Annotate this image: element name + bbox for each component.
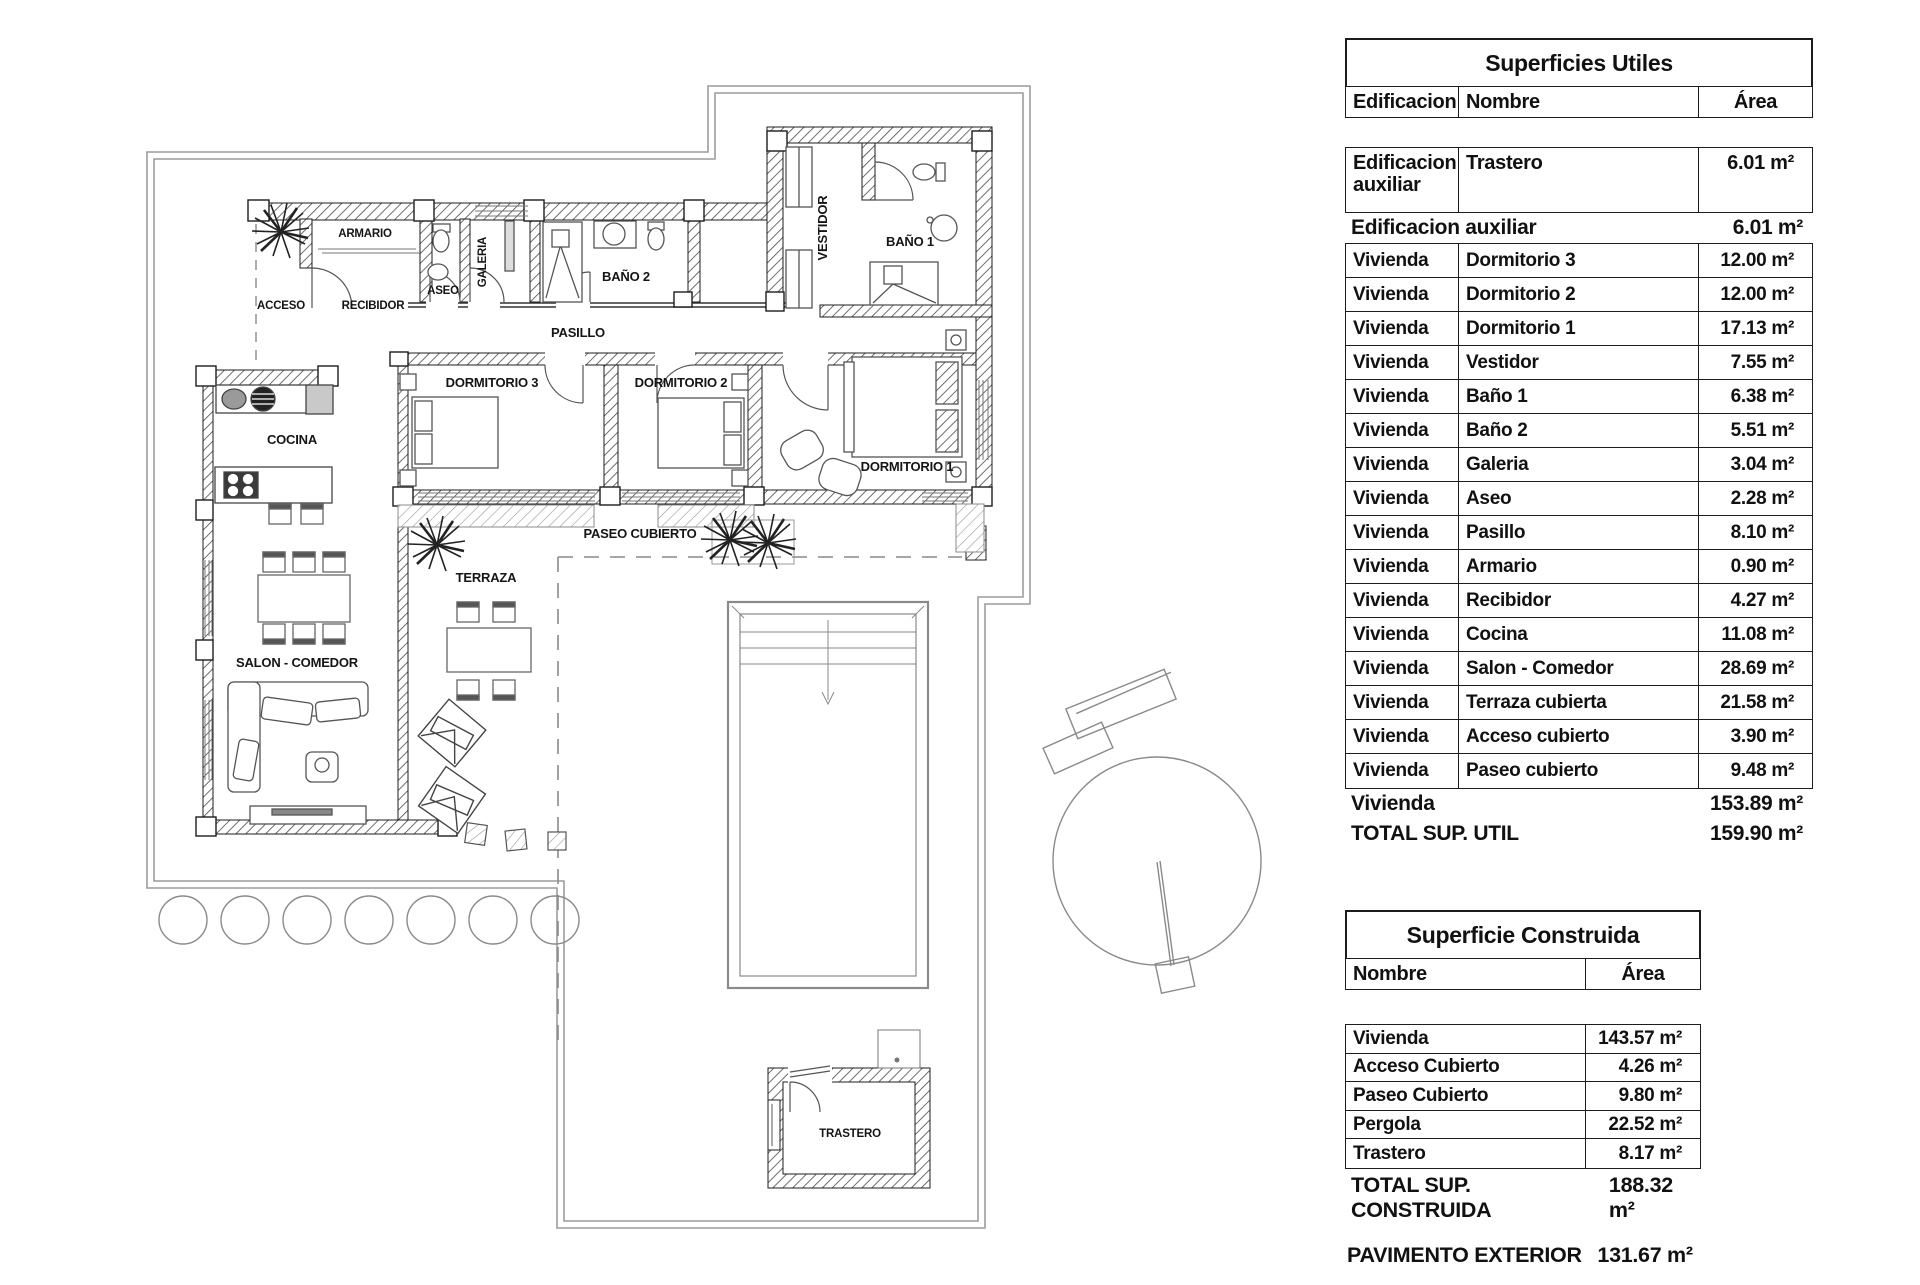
trastero-building bbox=[768, 1030, 930, 1188]
table-row bbox=[1346, 1082, 1700, 1111]
table-row bbox=[1346, 346, 1812, 380]
cell-nombre: Dormitorio 1 bbox=[1459, 312, 1699, 345]
col-area: Área bbox=[1733, 90, 1778, 113]
cell-area: 5.51 m² bbox=[1730, 419, 1794, 441]
label-vestidor: VESTIDOR bbox=[815, 195, 830, 261]
cell-area: 4.27 m² bbox=[1730, 589, 1794, 611]
cell-nombre: Trastero bbox=[1346, 1139, 1586, 1168]
cell-nombre: Salon - Comedor bbox=[1459, 652, 1699, 685]
cell-area: 3.90 m² bbox=[1730, 725, 1794, 747]
terraza-chair bbox=[493, 602, 515, 622]
paseo-planter bbox=[701, 511, 796, 569]
table-row bbox=[1346, 516, 1812, 550]
cell-edificacion: Vivienda bbox=[1346, 584, 1459, 617]
cell-area: 12.00 m² bbox=[1720, 283, 1794, 305]
cell-edificacion: Vivienda bbox=[1346, 550, 1459, 583]
vivienda-summary-value: 153.89 m² bbox=[1709, 792, 1803, 815]
cell-edificacion: Vivienda bbox=[1346, 346, 1459, 379]
vivienda-summary bbox=[1345, 789, 1813, 819]
table-utiles-title: Superficies Utiles bbox=[1345, 38, 1813, 87]
cell-edificacion: Vivienda bbox=[1346, 414, 1459, 447]
cell-nombre: Galeria bbox=[1459, 448, 1699, 481]
vivienda-summary-label: Vivienda bbox=[1351, 792, 1435, 815]
label-cocina: COCINA bbox=[266, 432, 318, 447]
table-row bbox=[1346, 278, 1812, 312]
cell-nombre: Vestidor bbox=[1459, 346, 1699, 379]
label-bano1: BAÑO 1 bbox=[886, 234, 934, 249]
cell-area: 7.55 m² bbox=[1730, 351, 1794, 373]
table-row bbox=[1346, 448, 1812, 482]
cell-area: 0.90 m² bbox=[1730, 555, 1794, 577]
corridor-wall bbox=[408, 303, 790, 307]
cell-nombre: Dormitorio 3 bbox=[1459, 244, 1699, 277]
cell-area: 6.01 m² bbox=[1727, 152, 1794, 174]
cell-nombre: Armario bbox=[1459, 550, 1699, 583]
cell-edificacion: Vivienda bbox=[1346, 380, 1459, 413]
table-construida-header bbox=[1345, 959, 1701, 990]
dining-chair bbox=[293, 624, 315, 644]
cell-edificacion: Vivienda bbox=[1346, 312, 1459, 345]
bushes-row bbox=[159, 896, 579, 944]
cell-area: 6.38 m² bbox=[1730, 385, 1794, 407]
total-construida-label: TOTAL SUP. CONSTRUIDA bbox=[1351, 1172, 1492, 1222]
table-row bbox=[1346, 550, 1812, 584]
label-trastero: TRASTERO bbox=[819, 1128, 881, 1140]
dining-chair bbox=[323, 624, 345, 644]
terraza-furniture bbox=[447, 628, 531, 672]
pool bbox=[728, 602, 928, 988]
aux-summary-label: Edificacion auxiliar bbox=[1351, 216, 1537, 239]
pavimento-label: PAVIMENTO EXTERIOR bbox=[1347, 1243, 1582, 1267]
cell-nombre: Aseo bbox=[1459, 482, 1699, 515]
table-superficie-construida bbox=[1345, 910, 1701, 1227]
cell-nombre: Cocina bbox=[1459, 618, 1699, 651]
total-util-label: TOTAL SUP. UTIL bbox=[1351, 822, 1519, 845]
label-pasillo: PASILLO bbox=[551, 325, 605, 340]
cell-nombre: Paseo cubierto bbox=[1459, 754, 1699, 788]
table-row bbox=[1346, 720, 1812, 754]
cell-nombre: Paseo Cubierto bbox=[1346, 1082, 1586, 1110]
label-dormitorio1: DORMITORIO 1 bbox=[860, 459, 954, 474]
terraza-lounge-chairs bbox=[418, 699, 486, 833]
dining-chair bbox=[263, 624, 285, 644]
table-row bbox=[1346, 652, 1812, 686]
table-row bbox=[1346, 618, 1812, 652]
aux-summary-value: 6.01 m² bbox=[1732, 216, 1803, 239]
total-sup-util bbox=[1345, 819, 1813, 849]
dining-chair bbox=[263, 552, 285, 572]
pergola-boundary bbox=[558, 557, 962, 1045]
cell-area: 11.08 m² bbox=[1721, 623, 1794, 645]
label-dormitorio2: DORMITORIO 2 bbox=[634, 375, 728, 390]
vivienda-rows-block bbox=[1345, 243, 1813, 789]
table-row bbox=[1346, 244, 1812, 278]
cell-nombre: Acceso Cubierto bbox=[1346, 1054, 1586, 1082]
total-sup-construida bbox=[1345, 1169, 1701, 1227]
col-edificacion: Edificacion bbox=[1346, 87, 1459, 117]
label-galeria: GALERIA bbox=[477, 236, 489, 288]
total-util-value: 159.90 m² bbox=[1709, 822, 1803, 845]
cell-nombre: Baño 1 bbox=[1459, 380, 1699, 413]
table-construida-title: Superficie Construida bbox=[1345, 910, 1701, 959]
bed-dorm2 bbox=[658, 374, 748, 486]
table-row bbox=[1346, 1111, 1700, 1140]
table-row bbox=[1346, 686, 1812, 720]
table-row bbox=[1346, 482, 1812, 516]
table-row bbox=[1346, 312, 1812, 346]
pavimento-exterior-line bbox=[1347, 1243, 1693, 1268]
cell-edificacion: Vivienda bbox=[1346, 448, 1459, 481]
col-area: Área bbox=[1621, 962, 1665, 985]
room-labels bbox=[236, 195, 953, 1140]
dining-set bbox=[258, 575, 350, 622]
table-utiles-header bbox=[1345, 87, 1813, 118]
cell-edificacion: Vivienda bbox=[1346, 244, 1459, 277]
label-dormitorio3: DORMITORIO 3 bbox=[445, 375, 539, 390]
cell-edificacion: Vivienda bbox=[1346, 754, 1459, 788]
round-pergola bbox=[1043, 669, 1261, 993]
cell-area: 4.26 m² bbox=[1618, 1056, 1682, 1078]
cell-nombre: Dormitorio 2 bbox=[1459, 278, 1699, 311]
cell-edificacion: Vivienda bbox=[1346, 482, 1459, 515]
aux-summary bbox=[1345, 213, 1813, 243]
cell-area: 28.69 m² bbox=[1720, 657, 1794, 679]
dining-chair bbox=[323, 552, 345, 572]
cell-edificacion: Vivienda bbox=[1346, 278, 1459, 311]
aux-row-block bbox=[1345, 147, 1813, 213]
cell-nombre: Baño 2 bbox=[1459, 414, 1699, 447]
label-acceso: ACCESO bbox=[256, 300, 306, 312]
kitchen-chair bbox=[301, 504, 323, 524]
label-bano2: BAÑO 2 bbox=[602, 269, 650, 284]
label-salon-comedor: SALON - COMEDOR bbox=[236, 655, 358, 670]
cell-nombre: Terraza cubierta bbox=[1459, 686, 1699, 719]
vestidor-wardrobes bbox=[786, 147, 812, 308]
cell-edificacion: Vivienda bbox=[1346, 516, 1459, 549]
sofa bbox=[228, 682, 368, 824]
table-row bbox=[1346, 584, 1812, 618]
cell-area: 12.00 m² bbox=[1720, 249, 1794, 271]
table-row bbox=[1346, 1054, 1700, 1083]
table-row bbox=[1346, 148, 1812, 212]
terraza-chair bbox=[457, 602, 479, 622]
table-row bbox=[1346, 414, 1812, 448]
cell-area: 21.58 m² bbox=[1720, 691, 1794, 713]
cell-edificacion: Vivienda bbox=[1346, 652, 1459, 685]
table-row bbox=[1346, 1139, 1700, 1168]
label-armario: ARMARIO bbox=[338, 228, 392, 240]
terraza-chair bbox=[457, 680, 479, 700]
cell-area: 22.52 m² bbox=[1608, 1113, 1682, 1135]
total-construida-value: 188.32 m² bbox=[1608, 1172, 1673, 1222]
label-terraza: TERRAZA bbox=[455, 570, 517, 585]
construida-rows-block bbox=[1345, 1024, 1701, 1169]
dining-chair bbox=[293, 552, 315, 572]
table-row bbox=[1346, 380, 1812, 414]
col-nombre: Nombre bbox=[1346, 959, 1586, 989]
cell-area: 2.28 m² bbox=[1730, 487, 1794, 509]
table-superficies-utiles bbox=[1345, 38, 1813, 849]
pavimento-value: 131.67 m² bbox=[1597, 1243, 1693, 1267]
cell-nombre: Pergola bbox=[1346, 1111, 1586, 1139]
cell-edificacion: Vivienda bbox=[1346, 720, 1459, 753]
label-paseo-cubierto: PASEO CUBIERTO bbox=[583, 526, 697, 541]
col-nombre: Nombre bbox=[1459, 87, 1699, 117]
terraza-chair bbox=[493, 680, 515, 700]
cell-edificacion: Edificacion auxiliar bbox=[1346, 148, 1459, 212]
kitchen-chair bbox=[269, 504, 291, 524]
bed-dorm3 bbox=[400, 374, 498, 486]
cell-edificacion: Vivienda bbox=[1346, 618, 1459, 651]
cell-nombre: Acceso cubierto bbox=[1459, 720, 1699, 753]
label-aseo: ASEO bbox=[427, 285, 459, 297]
cell-area: 9.48 m² bbox=[1730, 760, 1794, 781]
cell-area: 3.04 m² bbox=[1730, 453, 1794, 475]
cell-area: 17.13 m² bbox=[1720, 317, 1794, 339]
table-row bbox=[1346, 754, 1812, 788]
cell-area: 143.57 m² bbox=[1598, 1027, 1682, 1049]
cell-area: 9.80 m² bbox=[1618, 1084, 1682, 1106]
cell-area: 8.10 m² bbox=[1730, 521, 1794, 543]
cell-nombre: Pasillo bbox=[1459, 516, 1699, 549]
table-row bbox=[1346, 1025, 1700, 1054]
cell-area: 8.17 m² bbox=[1618, 1142, 1682, 1164]
cell-edificacion: Vivienda bbox=[1346, 686, 1459, 719]
cell-nombre: Recibidor bbox=[1459, 584, 1699, 617]
label-recibidor: RECIBIDOR bbox=[341, 300, 405, 312]
cell-nombre: Trastero bbox=[1459, 148, 1699, 212]
cell-nombre: Vivienda bbox=[1346, 1025, 1586, 1053]
terraza-posts bbox=[465, 823, 566, 851]
